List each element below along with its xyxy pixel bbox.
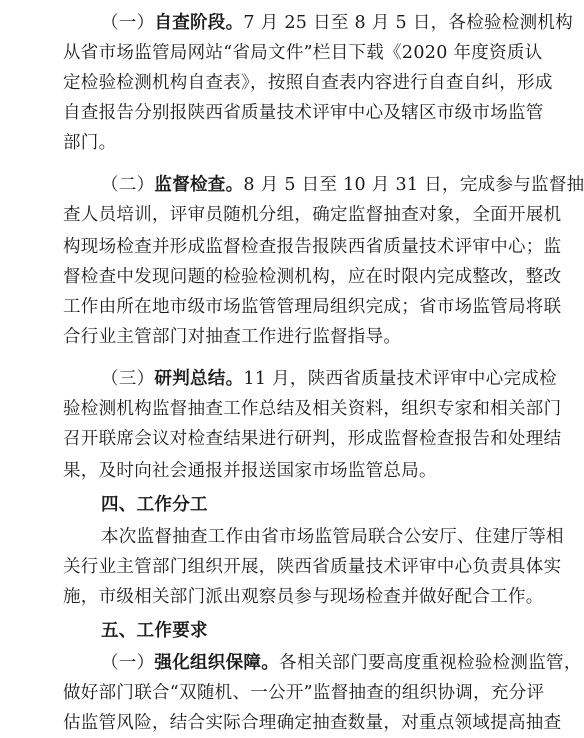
- paragraph-line: 果，及时向社会通报并报送国家市场监管总局。: [63, 461, 437, 481]
- paragraph-line: 构现场检查并形成监督检查报告报陕西省质量技术评审中心；监: [63, 237, 562, 257]
- paragraph-line: 本次监督抽查工作由省市场监管局联合公安厅、住建厅等相: [101, 527, 564, 547]
- item-title: 研判总结。: [154, 369, 244, 389]
- line-text: 各相关部门要高度重视检验检测监管，: [279, 653, 582, 673]
- line-text: 11 月，陕西省质量技术评审中心完成检: [243, 369, 557, 389]
- section-heading: 四、工作分工: [101, 495, 208, 515]
- item-title: 强化组织保障。: [154, 653, 280, 673]
- paragraph-line: 做好部门联合“双随机、一公开”监督抽查的组织协调，充分评: [63, 683, 545, 703]
- paragraph-line: 关行业主管部门组织开展，陕西省质量技术评审中心负责具体实: [63, 557, 562, 577]
- line-text: 8 月 5 日至 10 月 31 日，完成参与监督抽: [243, 175, 584, 195]
- item-title: 监督检查。: [154, 175, 244, 195]
- paragraph-line: 督检查中发现问题的检验检测机构，应在时限内完成整改，整改: [63, 267, 562, 287]
- paragraph-line: 部门。: [63, 133, 117, 153]
- paragraph-line: 定检验检测机构自查表》，按照自查表内容进行自查自纠，形成: [63, 73, 553, 93]
- line-text: 7 月 25 日至 8 月 5 日，各检验检测机构: [243, 13, 574, 33]
- paragraph-line: [0, 648, 584, 678]
- paragraph-line: 合行业主管部门对抽查工作进行监督指导。: [63, 327, 402, 347]
- item-number: （三）: [101, 369, 155, 389]
- item-number: （一）: [101, 13, 155, 33]
- paragraph-line: [0, 170, 584, 200]
- paragraph-line: 估监管风险，结合实际合理确定抽查数量，对重点领域提高抽查: [63, 713, 562, 733]
- paragraph-line: 施，市级相关部门派出观察员参与现场检查并做好配合工作。: [63, 587, 544, 607]
- paragraph-line: 召开联席会议对检查结果进行研判，形成监督检查报告和处理结: [63, 429, 562, 449]
- paragraph-line: 验检测机构监督抽查工作总结及相关资料，组织专家和相关部门: [63, 399, 562, 419]
- item-number: （一）: [101, 653, 155, 673]
- paragraph-line: [0, 364, 584, 394]
- paragraph-line: [0, 8, 584, 38]
- paragraph-line: 自查报告分别报陕西省质量技术评审中心及辖区市级市场监管: [63, 103, 544, 123]
- section-heading: 五、工作要求: [101, 621, 208, 641]
- paragraph-line: 查人员培训，评审员随机分组，确定监督抽查对象，全面开展机: [63, 205, 562, 225]
- paragraph-line: 从省市场监管局网站“省局文件”栏目下载《2020 年度资质认: [63, 43, 543, 63]
- item-title: 自查阶段。: [154, 13, 244, 33]
- item-number: （二）: [101, 175, 155, 195]
- paragraph-line: 工作由所在地市级市场监管管理局组织完成；省市场监管局将联: [63, 297, 562, 317]
